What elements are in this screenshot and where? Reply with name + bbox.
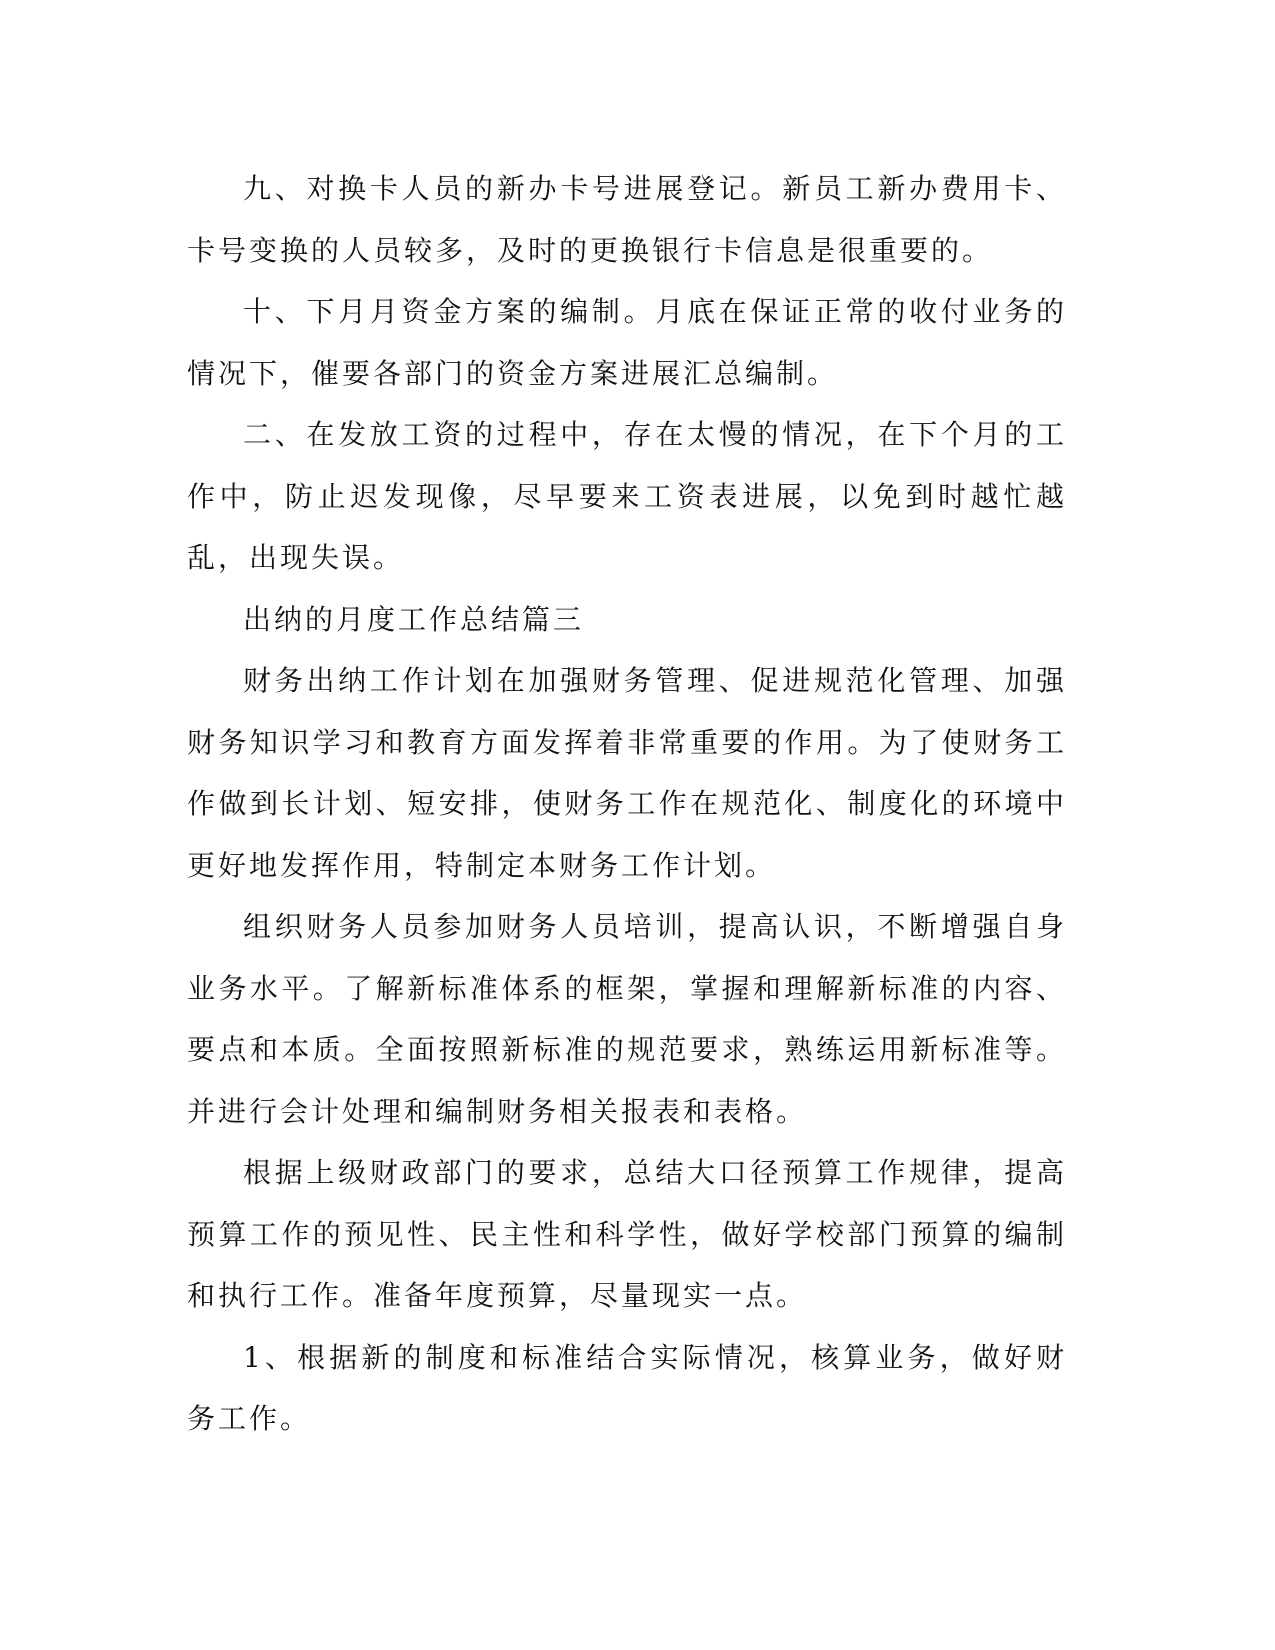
section-heading: 出纳的月度工作总结篇三 [243,602,585,636]
paragraph-training: 组织财务人员参加财务人员培训，提高认识，不断增强自身业务水平。了解新标准体系的框架，掌握和理解新标准的内容、要点和本质。全面按照新标准的规范要求，熟练运用新标准等。并进行会计处理和编制财务相关报表和表格。 [187,910,1067,1128]
paragraph-plan-intro: 财务出纳工作计划在加强财务管理、促进规范化管理、加强财务知识学习和教育方面发挥着非常重要的作用。为了使财务工作做到长计划、短安排，使财务工作在规范化、制度化的环境中更好地发挥作用，特制定本财务工作计划。 [187,664,1067,882]
paragraph-salary-issue: 二、在发放工资的过程中，存在太慢的情况，在下个月的工作中，防止迟发现像，尽早要来工资表进展，以免到时越忙越乱，出现失误。 [187,418,1067,574]
paragraph-item-1: 1、根据新的制度和标准结合实际情况，核算业务，做好财务工作。 [187,1340,1067,1435]
paragraph-fund-plan: 十、下月月资金方案的编制。月底在保证正常的收付业务的情况下，催要各部门的资金方案进展汇总编制。 [187,295,1067,390]
document-body [187,158,1067,1450]
paragraph-card-registration: 九、对换卡人员的新办卡号进展登记。新员工新办费用卡、卡号变换的人员较多，及时的更换银行卡信息是很重要的。 [187,172,1067,267]
paragraph-budget: 根据上级财政部门的要求，总结大口径预算工作规律，提高预算工作的预见性、民主性和科学性，做好学校部门预算的编制和执行工作。准备年度预算，尽量现实一点。 [187,1156,1067,1312]
